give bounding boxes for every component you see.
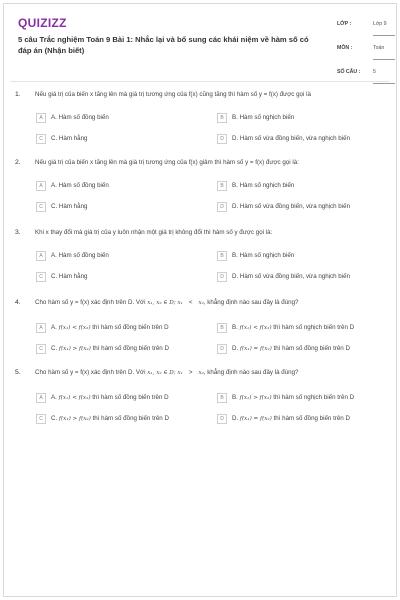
worksheet-page [3, 3, 397, 597]
option-label: thì hàm số nghịch biến trên D [273, 324, 355, 331]
option-letter-box[interactable]: B [217, 113, 227, 123]
quizizz-logo: QUIZIZZ [18, 16, 67, 30]
option-label: thì hàm số nghịch biến trên D [273, 394, 355, 401]
option-letter-box[interactable]: C [36, 272, 46, 282]
question-text: Nếu giá trị của biến x tăng lên mà giá trị tương ứng của f(x) cũng tăng thì hàm số y = f(x) được gọi là [35, 91, 311, 98]
option-math: f(x₁) < f(x₂) [239, 325, 272, 331]
question-math: x₁, x₂ ∈ D; x₁ [147, 300, 183, 306]
question-number: 2. [15, 159, 21, 166]
question-number: 1. [15, 91, 21, 98]
meta-underline [373, 35, 395, 36]
option-math: f(x₁) > f(x₂) [58, 346, 91, 352]
option-text: D. Hàm số vừa đồng biến, vừa nghịch biến [232, 135, 351, 142]
question-number: 5. [15, 369, 21, 376]
meta-underline [373, 59, 395, 60]
question-math: x₁, x₂ ∈ D; x₁ [147, 370, 183, 376]
option-text [51, 324, 169, 331]
option-prefix: A. [51, 394, 57, 401]
option-letter-box[interactable]: C [36, 202, 46, 212]
option-text: B. Hàm số nghịch biến [232, 114, 295, 121]
question-text-before: Cho hàm số y = f(x) xác định trên D. Với [35, 369, 146, 376]
option-text: A. Hàm số đồng biến [51, 114, 109, 121]
option-prefix: C. [51, 345, 58, 352]
option-letter-box[interactable]: D [217, 202, 227, 212]
meta-row-count [337, 67, 395, 91]
option-math: f(x₁) > f(x₂) [58, 416, 91, 422]
question-text [35, 299, 385, 306]
question-number: 4. [15, 299, 21, 306]
option-letter-box[interactable]: B [217, 323, 227, 333]
question-text [35, 369, 385, 376]
meta-value: 5 [373, 69, 376, 75]
meta-underline [373, 83, 395, 84]
option-text: B. Hàm số nghịch biến [232, 182, 295, 189]
option-letter-box[interactable]: C [36, 134, 46, 144]
option-text [232, 415, 350, 422]
option-letter-box[interactable]: D [217, 134, 227, 144]
question-relation: > [188, 369, 193, 376]
option-math: f(x₁) = f(x₂) [239, 416, 272, 422]
option-text: D. Hàm số vừa đồng biến, vừa nghịch biến [232, 203, 351, 210]
question-text: Nếu giá trị của biến x tăng lên mà giá trị tương ứng của f(x) giảm thì hàm số y = f(x) được gọi là: [35, 159, 299, 166]
option-text: A. Hàm số đồng biến [51, 182, 109, 189]
option-text [232, 345, 350, 352]
option-letter-box[interactable]: A [36, 323, 46, 333]
meta-label: LỚP : [337, 21, 352, 27]
option-text [51, 415, 169, 422]
option-text: A. Hàm số đồng biến [51, 252, 109, 259]
option-letter-box[interactable]: C [36, 414, 46, 424]
option-letter-box[interactable]: A [36, 113, 46, 123]
meta-label: MÔN : [337, 45, 353, 51]
option-letter-box[interactable]: B [217, 393, 227, 403]
option-text: C. Hàm hằng [51, 273, 88, 280]
question-text-after: , khẳng định nào sau đây là đúng? [203, 299, 299, 306]
meta-value: Lớp 9 [373, 21, 387, 27]
option-label: thì hàm số đồng biến trên D [92, 324, 169, 331]
option-text: B. Hàm số nghịch biến [232, 252, 295, 259]
option-text [232, 324, 354, 331]
meta-row-subject [337, 43, 395, 67]
option-math: f(x₁) < f(x₂) [58, 325, 91, 331]
option-letter-box[interactable]: D [217, 344, 227, 354]
meta-value: Toán [373, 45, 385, 51]
option-text [51, 394, 169, 401]
question-text: Khi x thay đổi mà giá trị của y luôn nhận một giá trị không đổi thì hàm số y được gọi là: [35, 229, 273, 236]
option-label: thì hàm số đồng biến trên D [92, 415, 169, 422]
option-letter-box[interactable]: D [217, 414, 227, 424]
option-prefix: D. [232, 415, 239, 422]
meta-row-class [337, 19, 395, 43]
option-prefix: C. [51, 415, 58, 422]
option-letter-box[interactable]: A [36, 181, 46, 191]
question-text-before: Cho hàm số y = f(x) xác định trên D. Với [35, 299, 146, 306]
option-label: thì hàm số đồng biến trên D [92, 345, 169, 352]
option-prefix: D. [232, 345, 239, 352]
option-letter-box[interactable]: A [36, 393, 46, 403]
option-math: f(x₁) < f(x₂) [58, 395, 91, 401]
option-letter-box[interactable]: D [217, 272, 227, 282]
option-prefix: B. [232, 394, 238, 401]
option-prefix: B. [232, 324, 238, 331]
option-text: D. Hàm số vừa đồng biến, vừa nghịch biến [232, 273, 351, 280]
header-divider [10, 81, 390, 82]
option-prefix: A. [51, 324, 57, 331]
option-label: thì hàm số đồng biến trên D [92, 394, 169, 401]
option-math: f(x₁) > f(x₂) [239, 395, 272, 401]
option-label: thì hàm số đồng biến trên D [273, 415, 350, 422]
option-letter-box[interactable]: C [36, 344, 46, 354]
question-math: x₂ [198, 370, 204, 376]
meta-label: SỐ CÂU : [337, 69, 361, 75]
option-label: thì hàm số đồng biến trên D [273, 345, 350, 352]
option-text [51, 345, 169, 352]
option-text: C. Hàm hằng [51, 135, 88, 142]
question-text-after: , khẳng định nào sau đây là đúng? [203, 369, 299, 376]
option-math: f(x₁) = f(x₂) [239, 346, 272, 352]
option-letter-box[interactable]: B [217, 251, 227, 261]
worksheet-title: 5 câu Trắc nghiệm Toán 9 Bài 1: Nhắc lại và bổ sung các khái niệm về hàm số có đáp án (Nhận biết) [18, 35, 309, 55]
question-math: x₂ [198, 300, 204, 306]
option-text [232, 394, 354, 401]
option-letter-box[interactable]: B [217, 181, 227, 191]
option-letter-box[interactable]: A [36, 251, 46, 261]
option-text: C. Hàm hằng [51, 203, 88, 210]
question-relation: < [188, 299, 193, 306]
question-number: 3. [15, 229, 21, 236]
